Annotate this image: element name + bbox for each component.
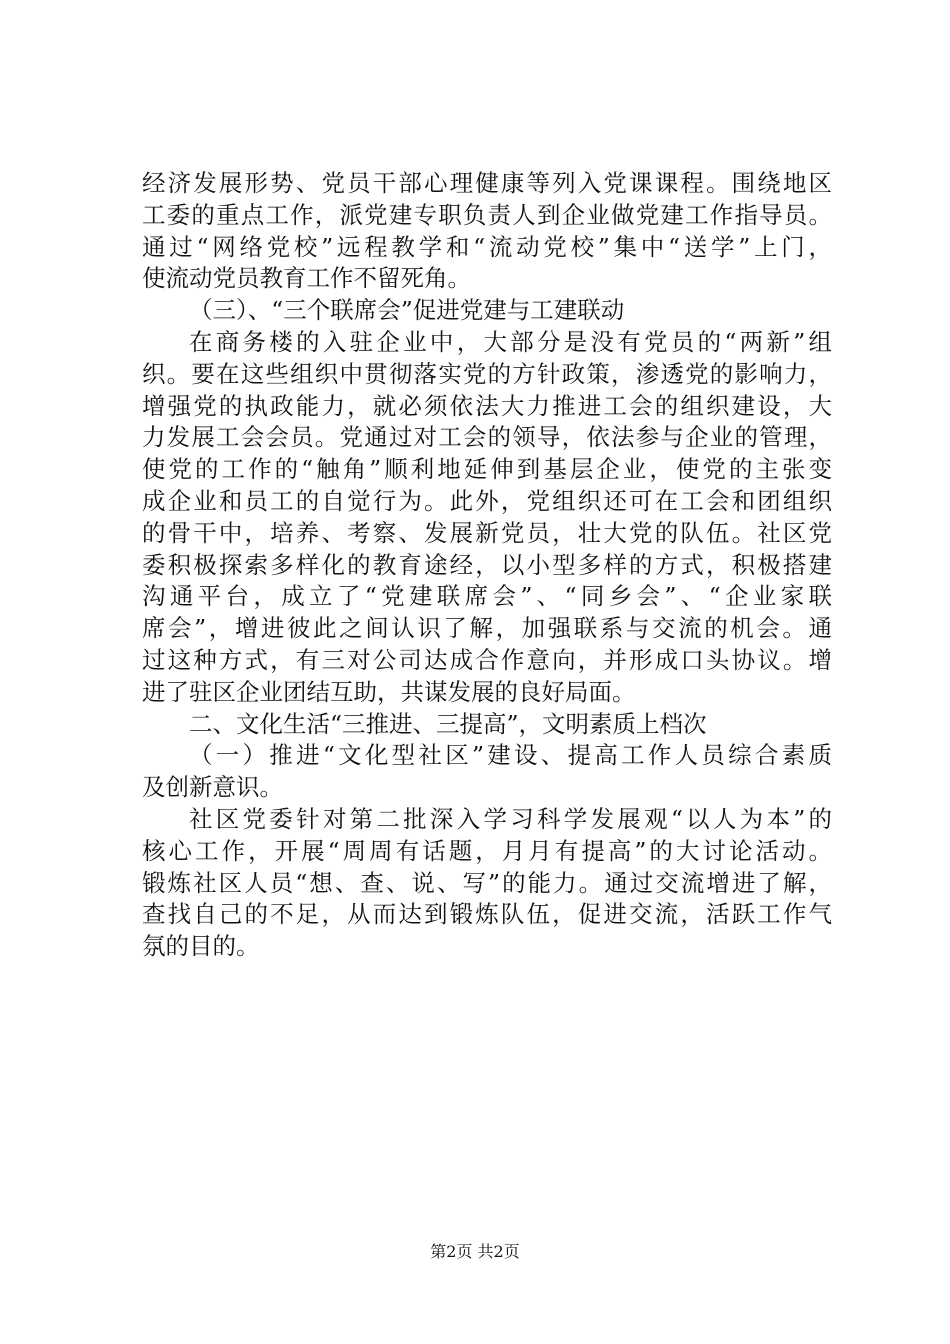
subsection-heading-1: （一）推进“文化型社区”建设、提高工作人员综合素质: [189, 741, 832, 770]
text-line-25: 氛的目的。: [142, 932, 260, 961]
section-heading-2: 二、文化生活“三推进、三提高”，文明素质上档次: [189, 709, 707, 738]
text-line-17: 进了驻区企业团结互助，共谋发展的良好局面。: [142, 677, 636, 706]
text-line-16: 过这种方式，有三对公司达成合作意向，并形成口头协议。增: [142, 645, 832, 674]
text-line-7: 织。要在这些组织中贯彻落实党的方针政策，渗透党的影响力，: [142, 359, 832, 388]
text-line-3: 通过“网络党校”远程教学和“流动党校”集中“送学”上门，: [142, 232, 832, 261]
text-line-15: 席会”，增进彼此之间认识了解，加强联系与交流的机会。通: [142, 614, 832, 643]
text-line-21: 社区党委针对第二批深入学习科学发展观“以人为本”的: [189, 804, 832, 833]
text-line-13: 委积极探索多样化的教育途经，以小型多样的方式，积极搭建: [142, 550, 832, 579]
text-line-12: 的骨干中，培养、考察、发展新党员，壮大党的队伍。社区党: [142, 518, 832, 547]
section-heading-3: （三）、“三个联席会”促进党建与工建联动: [189, 296, 625, 325]
text-line-10: 使党的工作的“触角”顺利地延伸到基层企业，使党的主张变: [142, 455, 832, 484]
text-line-2: 工委的重点工作，派党建专职负责人到企业做党建工作指导员。: [142, 200, 832, 229]
text-line-20: 及创新意识。: [142, 773, 283, 802]
text-line-9: 力发展工会会员。党通过对工会的领导，依法参与企业的管理，: [142, 423, 832, 452]
text-line-4: 使流动党员教育工作不留死角。: [142, 264, 471, 293]
text-line-22: 核心工作，开展“周周有话题，月月有提高”的大讨论活动。: [142, 836, 832, 865]
text-line-23: 锻炼社区人员“想、查、说、写”的能力。通过交流增进了解，: [142, 868, 832, 897]
text-line-11: 成企业和员工的自觉行为。此外，党组织还可在工会和团组织: [142, 486, 832, 515]
text-line-14: 沟通平台，成立了“党建联席会”、“同乡会”、“企业家联: [142, 582, 832, 611]
text-line-24: 查找自己的不足，从而达到锻炼队伍，促进交流，活跃工作气: [142, 900, 832, 929]
document-body: [142, 168, 832, 963]
text-line-6: 在商务楼的入驻企业中，大部分是没有党员的“两新”组: [189, 327, 832, 356]
page-number-footer: 第2页 共2页: [430, 1242, 520, 1261]
text-line-1: 经济发展形势、党员干部心理健康等列入党课课程。围绕地区: [142, 169, 832, 197]
text-line-8: 增强党的执政能力，就必须依法大力推进工会的组织建设，大: [142, 391, 832, 420]
